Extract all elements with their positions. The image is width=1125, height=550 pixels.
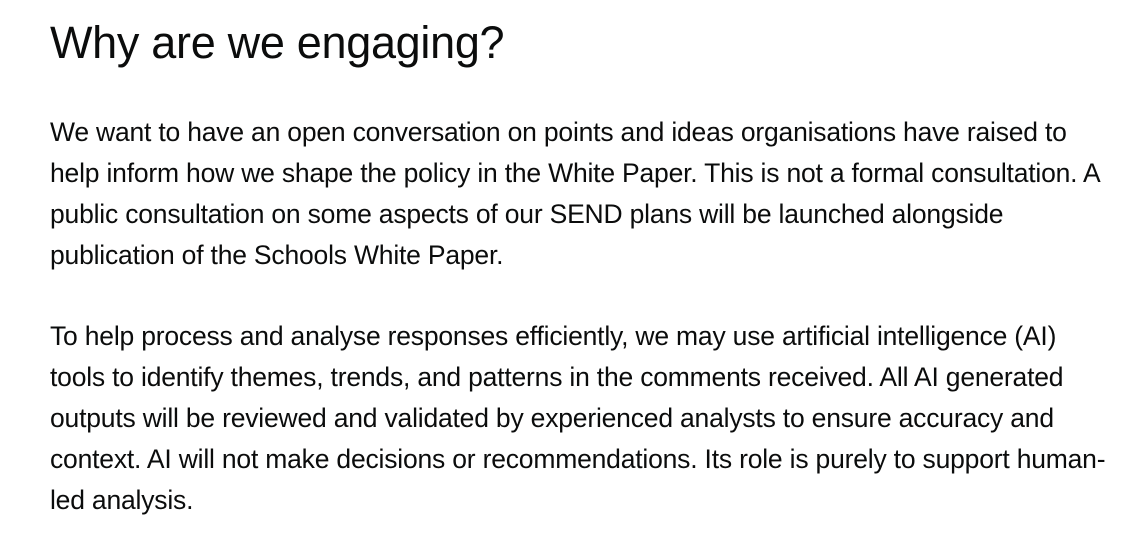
main-content (50, 14, 1110, 521)
ai-usage-paragraph: To help process and analyse responses efficiently, we may use artificial intelligence (AI) tools to identify themes, trends, and patterns in the comments received. All AI generated outputs will be reviewed and validated by experienced analysts to ensure accuracy and context. AI will not make decisions or recommendations. Its role is purely to support human-led analysis. (50, 321, 1106, 515)
page-title: Why are we engaging? (50, 17, 505, 68)
intro-paragraph: We want to have an open conversation on points and ideas organisations have raised to help inform how we shape the policy in the White Paper. This is not a formal consultation. A public consultation on some aspects of our SEND plans will be launched alongside publication of the Schools White Paper. (50, 117, 1100, 270)
